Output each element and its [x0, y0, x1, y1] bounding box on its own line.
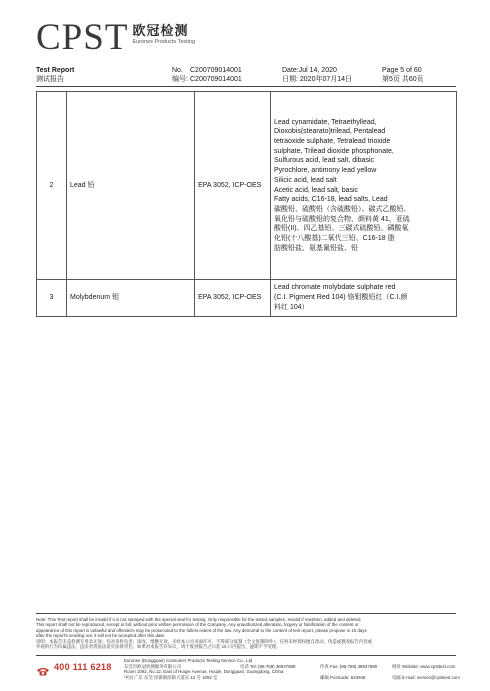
company-name-cn: 东莞市欧冠检测服务有限公司	[124, 663, 182, 669]
page-number-cn: 第5页 共60页	[382, 76, 424, 83]
footer-divider	[36, 613, 456, 614]
report-no-label-en: No.	[172, 67, 183, 74]
company-fax: 传真 Fax: (86-769) 38937589	[320, 663, 378, 669]
report-no-label-cn: 编号:	[172, 76, 188, 83]
description-line: 酸铅(II)、四乙基铅、三碳式硫酸铅、磷酸氧	[274, 225, 409, 233]
company-tel: 电话 Tel: (86-769) 38937588	[240, 663, 296, 669]
row-number: 2	[37, 92, 67, 280]
table-row	[37, 92, 457, 280]
company-address-cn: 中国 广东 东莞 厚街镇厚街大道东 12 号 1092 室	[124, 674, 218, 680]
description-line: 氧化铅与硫酸铅的复合物、颜料黄 41、亚硫	[274, 215, 410, 223]
description-line: 化铅(十八酸基)二氧代三铅、C16-18 脂	[274, 235, 395, 243]
description-line: 肪酸铅盐、氨基氰铅盐、铅	[274, 244, 358, 252]
logo-chinese-name: 欧冠检测	[132, 23, 189, 38]
company-email: 电邮 E-mail: service@cpsttest.com	[392, 674, 460, 680]
footer-note	[36, 617, 456, 649]
company-postcode: 邮编 Postcode: 523948	[320, 674, 366, 680]
logo-english-name: Eurones Products Testing	[132, 39, 196, 45]
footer-note-line: 外观的行为均属违法，违法者将依法追究法律责任。如果对本报告有异议，请于收到报告之日起 15 日内提出，逾期不予受理。	[36, 644, 281, 650]
hotline	[36, 662, 112, 672]
description-line: Dioxobis(stearato)trilead, Pentalead	[274, 128, 386, 136]
report-number: C200709014001	[190, 67, 242, 74]
description-line: Lead cynamidate, Tetraethyllead,	[274, 118, 377, 126]
report-title-en: Test Report	[36, 67, 75, 74]
substance-description	[271, 280, 457, 317]
test-method: EPA 3052, ICP-OES	[195, 92, 271, 280]
description-line: Silicic acid, lead salt	[274, 176, 337, 184]
footer-note-line: appearance of this report is unlawful and offenders may be prosecuted to the fullest extent of the law. Any demurral to the content of test report, please propose in 15 days	[36, 627, 367, 633]
footer-note-line: after the report's sending out, it will not be accepted after this date.	[36, 633, 166, 639]
footer-contact-divider	[36, 655, 456, 656]
report-date-en: Date:Jul 14, 2020	[282, 67, 337, 74]
description-line: 碳酸铅、硫酸铅（含硫酸铅）、碳式乙酸铅、	[274, 205, 411, 213]
description-line: Acetic acid, lead salt, basic	[274, 186, 359, 194]
description-line: Sulfurous acid, lead salt, dibasic	[274, 157, 374, 165]
page-number-en: Page 5 of 60	[382, 67, 422, 74]
logo-wordmark: CPST	[36, 17, 129, 58]
footer-note-line: Note: This Test report shall be invalid if it is not stamped with the special seal for testing. Only responsible for the tested samples. Invalid if rewritten, added and deleted.	[36, 617, 362, 622]
report-date-cn: 日期: 2020年07月14日	[282, 76, 353, 83]
row-number: 3	[37, 280, 67, 317]
description-line: tetraoxide sulphate, Tetralead trioxide	[274, 137, 391, 145]
company-name-en: Eurones (Dongguan) Consumer Products Testing Service Co., Ltd	[124, 658, 253, 663]
description-line: Pyrochlore, antimony lead yellow	[274, 167, 377, 175]
test-items-table	[36, 91, 457, 317]
test-item-name: Lead 铅	[67, 92, 195, 280]
description-line: sulphate, Trilead dioxide phosphonate,	[274, 147, 394, 155]
test-method: EPA 3052, ICP-OES	[195, 280, 271, 317]
hotline-number: 400 111 6218	[54, 662, 112, 672]
footer-note-line: 说明：本报告未盖检测专用章无效；仅对来样负责；涂改、增删无效。未经本公司书面许可，不得部分复制（全文复制除外），任何未经授权擅自改动、伪造或篡改报告内容或	[36, 638, 372, 644]
telephone-icon	[36, 663, 50, 672]
company-address-en: Room 1092, No.12, East of Houjie Avenue, Houjie, Dongguan, Guangdong, China	[124, 669, 284, 674]
company-website: 网址 Website: www.cpsttest.com	[392, 663, 456, 669]
footer-note-line: This report shall not be reproduced, except in full, without prior written permission of the Company. Any unauthorized alteration, forgery or falsification of the content or	[36, 622, 359, 628]
report-title-cn: 测试报告	[36, 76, 64, 83]
test-item-name: Molybdenum 钼	[67, 280, 195, 317]
description-line: (C.I. Pigment Red 104) 铬钼酸铅红（C.I.颜	[274, 294, 408, 302]
company-logo	[36, 18, 195, 58]
description-line: 料红 104）	[274, 303, 309, 311]
report-number-cn: C200709014001	[190, 76, 242, 83]
table-row	[37, 280, 457, 317]
description-line: Lead chromate molybdate sulphate red	[274, 284, 396, 292]
description-line: Fatty acids, C16-18, lead salts, Lead	[274, 196, 388, 204]
substance-description	[271, 92, 457, 280]
header-divider	[36, 86, 456, 87]
